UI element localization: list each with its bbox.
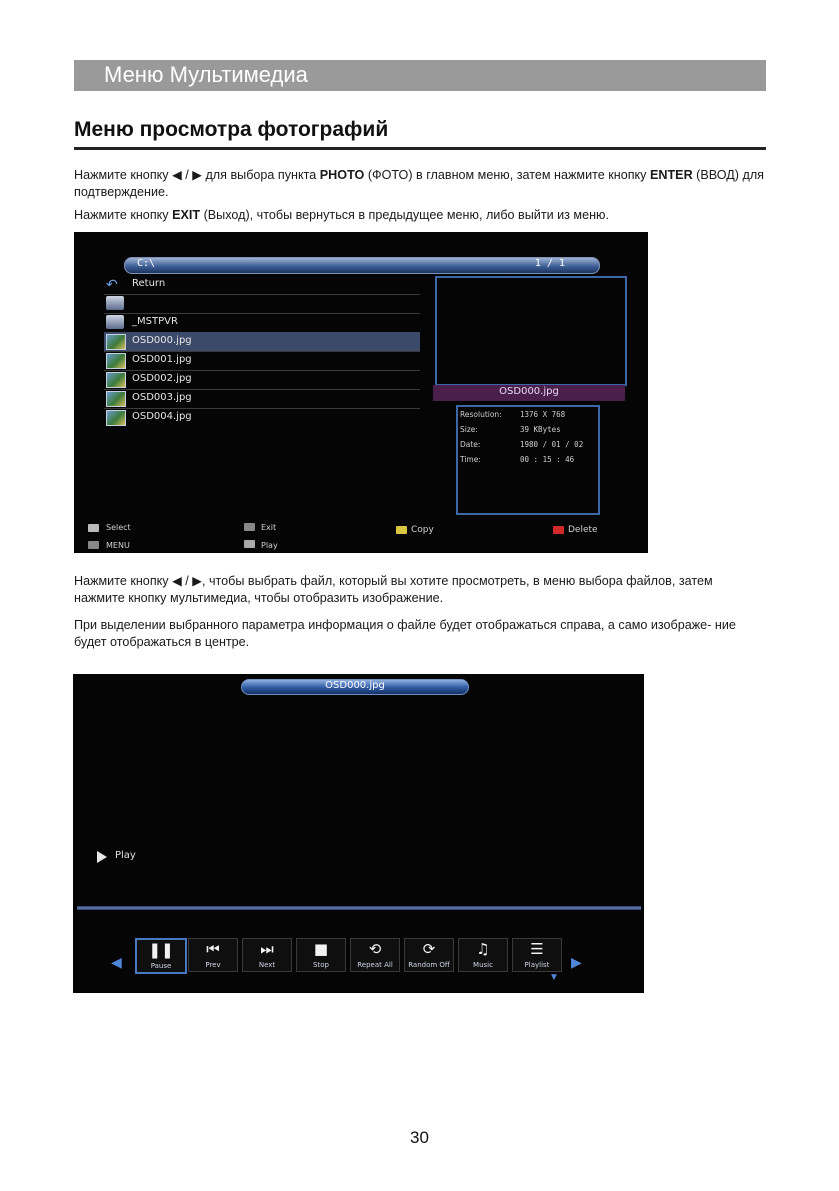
- resolution-value: 1376 X 768: [520, 410, 566, 419]
- image-file-icon: [106, 334, 126, 350]
- next-button[interactable]: ⏭ Next: [242, 938, 292, 972]
- scroll-left-arrow-icon[interactable]: ◀: [111, 954, 122, 970]
- select-key-icon: [88, 524, 99, 532]
- exit-key-icon: [244, 523, 255, 531]
- random-off-button[interactable]: ⟳ Random Off: [404, 938, 454, 972]
- file-browser-screenshot: [74, 232, 648, 553]
- hint-delete: Delete: [568, 525, 598, 535]
- repeat-all-button[interactable]: ⟲ Repeat All: [350, 938, 400, 972]
- hint-play: Play: [261, 541, 278, 550]
- path-bar: [124, 257, 600, 274]
- selected-filename: OSD000.jpg: [499, 386, 559, 397]
- random-icon: ⟳: [422, 940, 436, 958]
- file-row-return[interactable]: ↶ Return: [104, 275, 420, 295]
- scroll-right-arrow-icon[interactable]: ▶: [571, 954, 582, 970]
- folder-icon: [106, 315, 124, 329]
- page-heading: Меню просмотра фотографий: [74, 118, 389, 141]
- stop-icon: ■: [313, 940, 329, 958]
- pause-icon: ❚❚: [148, 941, 174, 959]
- prev-button[interactable]: ⏮ Prev: [188, 938, 238, 972]
- repeat-icon: ⟲: [368, 940, 382, 958]
- prev-icon: ⏮: [206, 940, 220, 958]
- image-file-icon: [106, 353, 126, 369]
- hint-menu: MENU: [106, 541, 130, 550]
- file-row[interactable]: OSD002.jpg: [104, 370, 420, 390]
- viewer-filename: OSD000.jpg: [325, 680, 385, 691]
- control-separator: [77, 906, 641, 910]
- section-title: Меню Мультимедиа: [104, 62, 308, 87]
- file-row[interactable]: OSD001.jpg: [104, 351, 420, 371]
- red-key-icon: [553, 526, 564, 534]
- file-info-panel: Resolution: 1376 X 768 Size: 39 KBytes Date: 1980 / 01 / 02 Time: 00 : 15 : 46: [456, 405, 600, 515]
- play-key-icon: [244, 540, 255, 548]
- instruction-paragraph-3: Нажмите кнопку ◀ / ▶, чтобы выбрать файл, который вы хотите просмотреть, в меню выбора файлов, затем нажмите кнопку мультимедиа, чтобы отобразить изображение.: [74, 574, 713, 605]
- hint-select: Select: [106, 523, 131, 532]
- scroll-down-arrow-icon[interactable]: ▼: [549, 972, 559, 983]
- photo-viewer-screenshot: [73, 674, 644, 993]
- instruction-paragraph-4: При выделении выбранного параметра информация о файле будет отображаться справа, а само изображе- ние будет отображаться в центре.: [74, 618, 736, 649]
- menu-key-icon: [88, 541, 99, 549]
- selected-filename-bar: [433, 385, 625, 401]
- image-file-icon: [106, 410, 126, 426]
- image-file-icon: [106, 372, 126, 388]
- playlist-button[interactable]: ☰ Playlist: [512, 938, 562, 972]
- stop-button[interactable]: ■ Stop: [296, 938, 346, 972]
- music-button[interactable]: ♫ Music: [458, 938, 508, 972]
- file-row-folder[interactable]: _MSTPVR: [104, 313, 420, 333]
- hint-copy: Copy: [411, 525, 434, 535]
- folder-icon: [106, 296, 124, 310]
- date-value: 1980 / 01 / 02: [520, 440, 584, 449]
- file-row-folder[interactable]: [104, 294, 420, 314]
- heading-rule: [74, 147, 766, 150]
- play-hint: Play: [115, 850, 136, 861]
- current-path: C:\: [137, 258, 156, 269]
- section-header-bar: [74, 60, 766, 91]
- file-row-selected[interactable]: OSD000.jpg: [104, 332, 420, 352]
- next-icon: ⏭: [260, 940, 274, 958]
- yellow-key-icon: [396, 526, 407, 534]
- viewer-title-bar: [241, 679, 469, 695]
- intro-paragraph-1: Нажмите кнопку ◀ / ▶ для выбора пункта PHOTO (ФОТО) в главном меню, затем нажмите кнопку ENTER (ВВОД) для подтверждение.: [74, 168, 765, 199]
- return-icon: ↶: [106, 276, 118, 292]
- file-row[interactable]: OSD004.jpg: [104, 408, 420, 427]
- page-number: 30: [410, 1128, 429, 1147]
- time-value: 00 : 15 : 46: [520, 455, 575, 464]
- file-row[interactable]: OSD003.jpg: [104, 389, 420, 409]
- pause-button[interactable]: ❚❚ Pause: [135, 938, 187, 974]
- music-icon: ♫: [476, 940, 490, 958]
- image-file-icon: [106, 391, 126, 407]
- playlist-icon: ☰: [530, 940, 544, 958]
- hint-exit: Exit: [261, 523, 277, 532]
- image-preview-pane: [435, 276, 627, 386]
- intro-paragraph-2: Нажмите кнопку EXIT (Выход), чтобы вернуться в предыдущее меню, либо выйти из меню.: [74, 208, 609, 222]
- page-counter: 1 / 1: [534, 258, 565, 269]
- play-icon: [97, 851, 107, 863]
- size-value: 39 KBytes: [520, 425, 561, 434]
